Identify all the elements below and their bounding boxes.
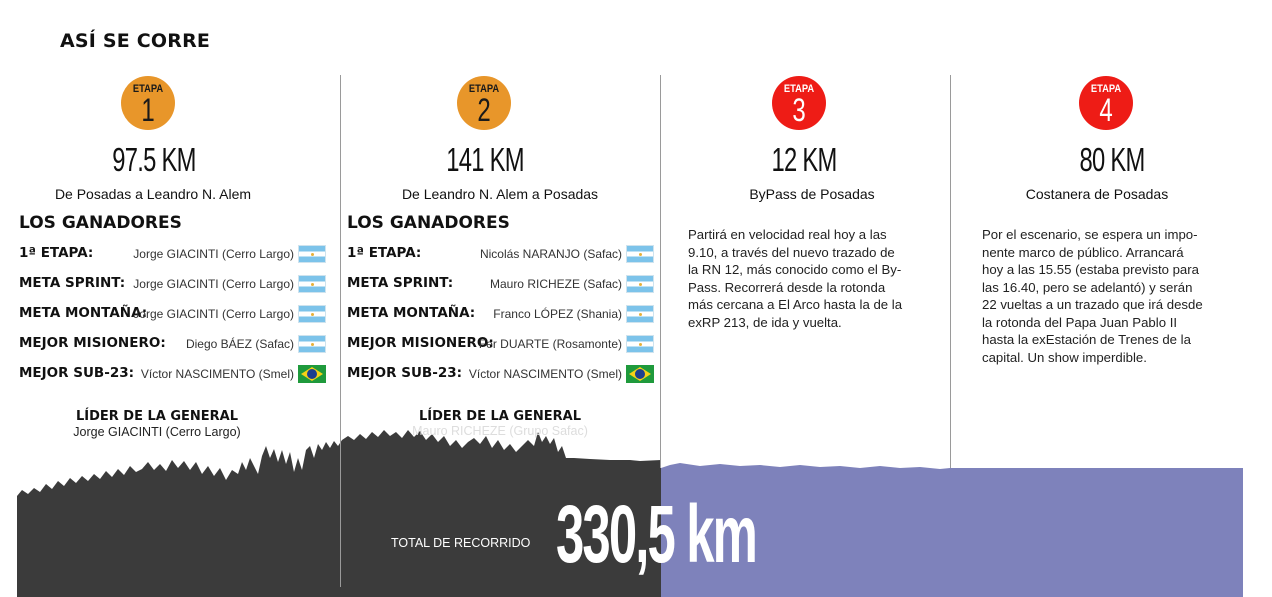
stage-badge-label: ETAPA [1090, 83, 1122, 95]
column-divider [340, 75, 341, 587]
winner-row [347, 305, 654, 323]
winner-row [347, 275, 654, 293]
winner-name: Jorge GIACINTI (Cerro Largo) [133, 277, 294, 291]
stage-description [688, 226, 938, 331]
winner-category: MEJOR SUB-23: [347, 365, 463, 381]
argentina-flag-icon [298, 245, 326, 263]
winner-row [347, 245, 654, 263]
stage-badge-label: ETAPA [783, 83, 815, 95]
winners-title: LOS GANADORES [19, 213, 182, 233]
winner-row [19, 335, 326, 353]
total-value: 330,5 km [556, 489, 756, 580]
description-line: Partirá en velocidad real hoy a las [688, 227, 887, 242]
stage-2-badge [457, 76, 511, 130]
stage-route: De Leandro N. Alem a Posadas [401, 186, 599, 202]
argentina-flag-icon [626, 245, 654, 263]
description-line: la rotonda del Papa Juan Pablo II [982, 314, 1178, 330]
winner-category: META MONTAÑA: [347, 305, 476, 321]
stage-3-badge [772, 76, 826, 130]
winner-category: META SPRINT: [19, 275, 126, 291]
winner-row [19, 275, 326, 293]
stage-description [982, 226, 1244, 366]
winner-name: Jorge GIACINTI (Cerro Largo) [133, 307, 294, 321]
winner-name: Diego BÁEZ (Safac) [185, 337, 294, 351]
winner-category: META SPRINT: [347, 275, 454, 291]
winner-row [19, 305, 326, 323]
stage-route: De Posadas a Leandro N. Alem [54, 186, 252, 202]
winner-name: Víctor NASCIMENTO (Smel) [140, 367, 294, 381]
argentina-flag-icon [298, 305, 326, 323]
brazil-flag-icon [626, 365, 654, 383]
description-line: más cercana a El Arco hasta la de la [688, 297, 903, 312]
winners-title: LOS GANADORES [347, 213, 510, 233]
winner-name: Nicolás NARANJO (Safac) [479, 247, 622, 261]
stage-distance: 12 KM [771, 141, 837, 178]
argentina-flag-icon [298, 275, 326, 293]
description-line: las 16.40, pero se adelantó) y serán [982, 279, 1193, 295]
description-line: capital. Un show imperdible. [982, 349, 1147, 365]
description-line: nente marco de público. Arrancará [982, 244, 1184, 260]
winner-category: 1ª ETAPA: [19, 245, 94, 261]
stage-distance: 80 KM [1079, 141, 1145, 178]
brazil-flag-icon [298, 365, 326, 383]
stage-1-badge [121, 76, 175, 130]
leader-name: Jorge GIACINTI (Cerro Largo) [73, 425, 241, 439]
page-heading: ASÍ SE CORRE [60, 30, 211, 52]
description-line: hoy a las 15.55 (estaba previsto para [982, 262, 1199, 277]
description-line: hasta la exEstación de Trenes de la [982, 332, 1191, 347]
argentina-flag-icon [298, 335, 326, 353]
stage-badge-label: ETAPA [132, 83, 164, 95]
total-label: TOTAL DE RECORRIDO [391, 536, 531, 550]
winner-row [347, 335, 654, 353]
winner-name: Víctor NASCIMENTO (Smel) [468, 367, 622, 381]
winner-category: META MONTAÑA: [19, 305, 148, 321]
description-line: Pass. Recorrerá desde la rotonda [688, 279, 886, 295]
leader-name: Mauro RICHEZE (Grupo Safac) [412, 424, 588, 438]
winner-name: Jorge GIACINTI (Cerro Largo) [133, 247, 294, 261]
stage-badge-number: 3 [792, 92, 806, 128]
winner-category: 1ª ETAPA: [347, 245, 422, 261]
argentina-flag-icon [626, 305, 654, 323]
column-divider [950, 75, 951, 468]
stage-badge-label: ETAPA [468, 83, 500, 95]
winner-row [19, 365, 326, 383]
winner-category: MEJOR MISIONERO: [347, 335, 494, 351]
description-line: exRP 213, de ida y vuelta. [688, 314, 842, 330]
description-line: 9.10, a través del nuevo trazado de [688, 244, 895, 260]
description-line: 22 vueltas a un trazado que irá desde [982, 297, 1203, 312]
leader-title: LÍDER DE LA GENERAL [75, 409, 239, 424]
winner-row [347, 365, 654, 383]
winner-category: MEJOR SUB-23: [19, 365, 135, 381]
leader-title: LÍDER DE LA GENERAL [418, 409, 582, 424]
argentina-flag-icon [626, 335, 654, 353]
winner-category: MEJOR MISIONERO: [19, 335, 166, 351]
stage-route: ByPass de Posadas [749, 186, 875, 202]
description-line: la RN 12, más conocido como el By- [688, 262, 902, 277]
stage-badge-number: 4 [1099, 92, 1113, 128]
column-divider [660, 75, 661, 468]
stage-distance: 97.5 KM [112, 141, 196, 178]
stage-distance: 141 KM [446, 141, 524, 178]
winner-name: Franco LÓPEZ (Shania) [493, 307, 622, 321]
stage-route: Costanera de Posadas [1025, 186, 1169, 202]
stage-badge-number: 1 [141, 92, 155, 128]
stage-4-badge [1079, 76, 1133, 130]
winner-row [19, 245, 326, 263]
stage-badge-number: 2 [477, 92, 491, 128]
description-line: Por el escenario, se espera un impo- [982, 227, 1198, 242]
argentina-flag-icon [626, 275, 654, 293]
winner-name: Mauro RICHEZE (Safac) [489, 277, 622, 291]
winner-name: Fer DUARTE (Rosamonte) [478, 337, 622, 351]
